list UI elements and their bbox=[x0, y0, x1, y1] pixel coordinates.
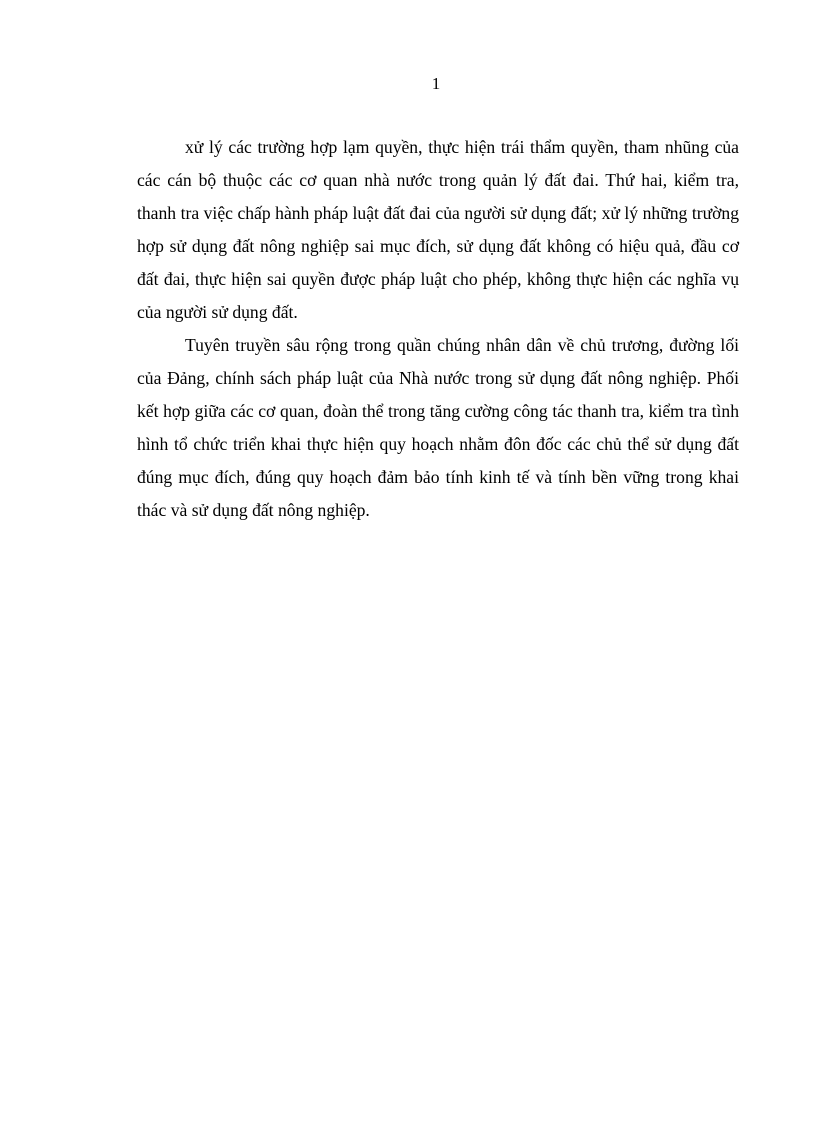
document-body bbox=[137, 131, 739, 527]
paragraph: Tuyên truyền sâu rộng trong quần chúng nhân dân về chủ trương, đường lối của Đảng, chính sách pháp luật của Nhà nước trong sử dụng đất nông nghiệp. Phối kết hợp giữa các cơ quan, đoàn thể trong tăng cường công tác thanh tra, kiểm tra tình hình tổ chức triển khai thực hiện quy hoạch nhằm đôn đốc các chủ thể sử dụng đất đúng mục đích, đúng quy hoạch đảm bảo tính kinh tế và tính bền vững trong khai thác và sử dụng đất nông nghiệp. bbox=[137, 335, 739, 520]
page-number: 1 bbox=[431, 74, 441, 93]
paragraph: xử lý các trường hợp lạm quyền, thực hiện trái thẩm quyền, tham nhũng của các cán bộ thuộc các cơ quan nhà nước trong quản lý đất đai. Thứ hai, kiểm tra, thanh tra việc chấp hành pháp luật đất đai của người sử dụng đất; xử lý những trường hợp sử dụng đất nông nghiệp sai mục đích, sử dụng đất không có hiệu quả, đầu cơ đất đai, thực hiện sai quyền được pháp luật cho phép, không thực hiện các nghĩa vụ của người sử dụng đất. bbox=[137, 137, 739, 322]
